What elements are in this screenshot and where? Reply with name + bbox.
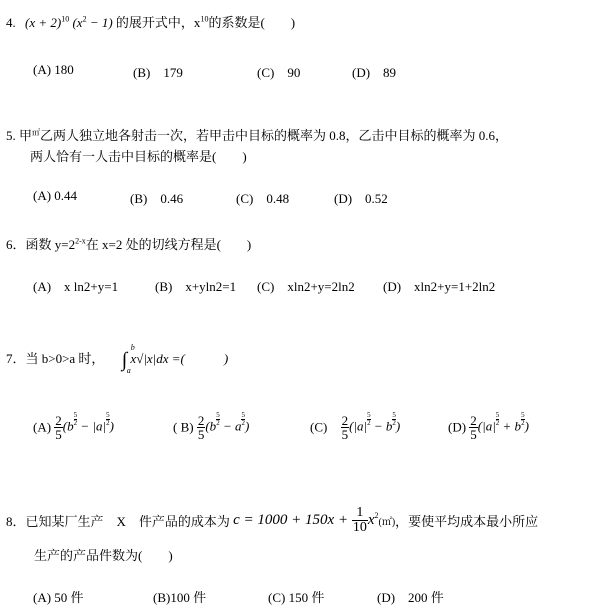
watermark-icon-2: (㎡) xyxy=(378,517,396,528)
q5-option-c: (C) 0.48 xyxy=(236,191,290,206)
q5-option-d: (D) 0.52 xyxy=(334,191,388,206)
q5-option-b: (B) 0.46 xyxy=(130,191,184,206)
question-5-line1 xyxy=(6,125,508,144)
q7-option-a-label: (A) xyxy=(33,419,52,435)
question-8-line2: 生产的产品件数为( ) xyxy=(34,548,173,563)
q7-option-c: (C) $\frac{2}{5}$ (|a| $\frac{5}{2}$ − b $\frac{5}{2}$ ) xyxy=(310,411,401,442)
q7-a-coef: $\frac{2}{5}$ xyxy=(55,412,62,442)
q8-fraction: $\frac{1}{10}$ xyxy=(352,505,367,535)
q4-expr-a: (x + 2) xyxy=(25,15,62,30)
q5-line1b: 乙两人独立地各射击一次，若甲击中目标的概率为 0.8，乙击中目标的概率为 0.6， xyxy=(40,128,509,143)
q7-option-b: ( B) $\frac{2}{5}$ (b $\frac{5}{2}$ − a $\frac{5}{2}$ ) xyxy=(173,411,250,442)
q4-text-exp: 10 xyxy=(200,14,209,24)
q6-option-c: (C) xln2+y=2ln2 xyxy=(257,279,355,294)
q8-option-d: (D) 200 件 xyxy=(377,590,444,605)
q5-option-a: (A) 0.44 xyxy=(33,188,78,203)
q6-option-d: (D) xln2+y=1+2ln2 xyxy=(383,279,496,294)
q8-option-b: (B)100 件 xyxy=(153,590,207,605)
q6-option-b: (B) x+yln2=1 xyxy=(155,279,237,294)
q6-option-a: (A) x ln2+y=1 xyxy=(33,279,119,294)
q7-option-d-label: (D) xyxy=(448,419,467,435)
q7-c-coef: $\frac{2}{5}$ xyxy=(341,412,349,442)
q4-option-b: (B) 179 xyxy=(133,65,183,80)
q8-formula-b: x xyxy=(367,512,375,528)
q4-text: 的展开式中，x xyxy=(115,15,201,30)
q7-option-d: (D) $\frac{2}{5}$ (|a| $\frac{5}{2}$ + b $\frac{5}{2}$ ) xyxy=(448,411,529,442)
q6-text-exp: 2-x xyxy=(75,236,86,246)
watermark-icon: ㎡ xyxy=(32,127,41,137)
q4-expr-c: − 1) xyxy=(86,15,113,30)
q4-expr-b-exp: 2 xyxy=(82,14,87,24)
q7-option-a: (A) $\frac{2}{5}$ (b $\frac{5}{2}$ − |a| $\frac{5}{2}$ ) xyxy=(33,411,114,442)
q8-option-c: (C) 150 件 xyxy=(268,590,325,605)
q8-line1a: 8．已知某厂生产 X 件产品的成本为 xyxy=(6,514,230,529)
q8-formula-a: c = 1000 + 150x + xyxy=(233,512,352,528)
q4-option-d: (D) 89 xyxy=(352,65,397,80)
question-4-stem xyxy=(6,12,295,31)
integral-sign: ∫ b a xyxy=(121,342,135,375)
q7-option-c-label: (C) xyxy=(310,419,328,435)
q4-option-a: (A) 180 xyxy=(33,62,74,77)
q7-d-coef: $\frac{2}{5}$ xyxy=(470,412,477,442)
q6-text-b: 在 x=2 处的切线方程是( ) xyxy=(85,237,252,252)
q4-option-c: (C) 90 xyxy=(257,65,301,80)
q7-b-coef: $\frac{2}{5}$ xyxy=(197,412,205,442)
q4-expr-b: (x xyxy=(72,15,83,30)
q7-option-b-label: ( B) xyxy=(173,419,194,435)
question-6-stem xyxy=(6,234,251,253)
question-8-line1 xyxy=(6,506,538,535)
q4-number: 4. xyxy=(6,15,16,30)
q8-formula-exp: 2 xyxy=(374,511,379,521)
q7-int-lower: a xyxy=(126,365,131,375)
q5-line1a: 5. 甲 xyxy=(6,128,33,143)
question-5-line2: 两人恰有一人击中目标的概率是( ) xyxy=(30,149,247,164)
q7-text-a: 7．当 b>0>a 时， xyxy=(6,351,105,366)
q4-expr-a-exp: 10 xyxy=(61,14,70,24)
q8-line1b: ，要使平均成本最小所应 xyxy=(395,514,539,529)
q7-integrand: x√|x|dx =( ) xyxy=(130,351,229,366)
q4-text2: 的系数是( ) xyxy=(208,15,296,30)
q8-option-a: (A) 50 件 xyxy=(33,590,84,605)
q6-text-a: 6．函数 y=2 xyxy=(6,237,76,252)
question-7-stem xyxy=(6,342,229,375)
q7-int-upper: b xyxy=(130,342,135,352)
